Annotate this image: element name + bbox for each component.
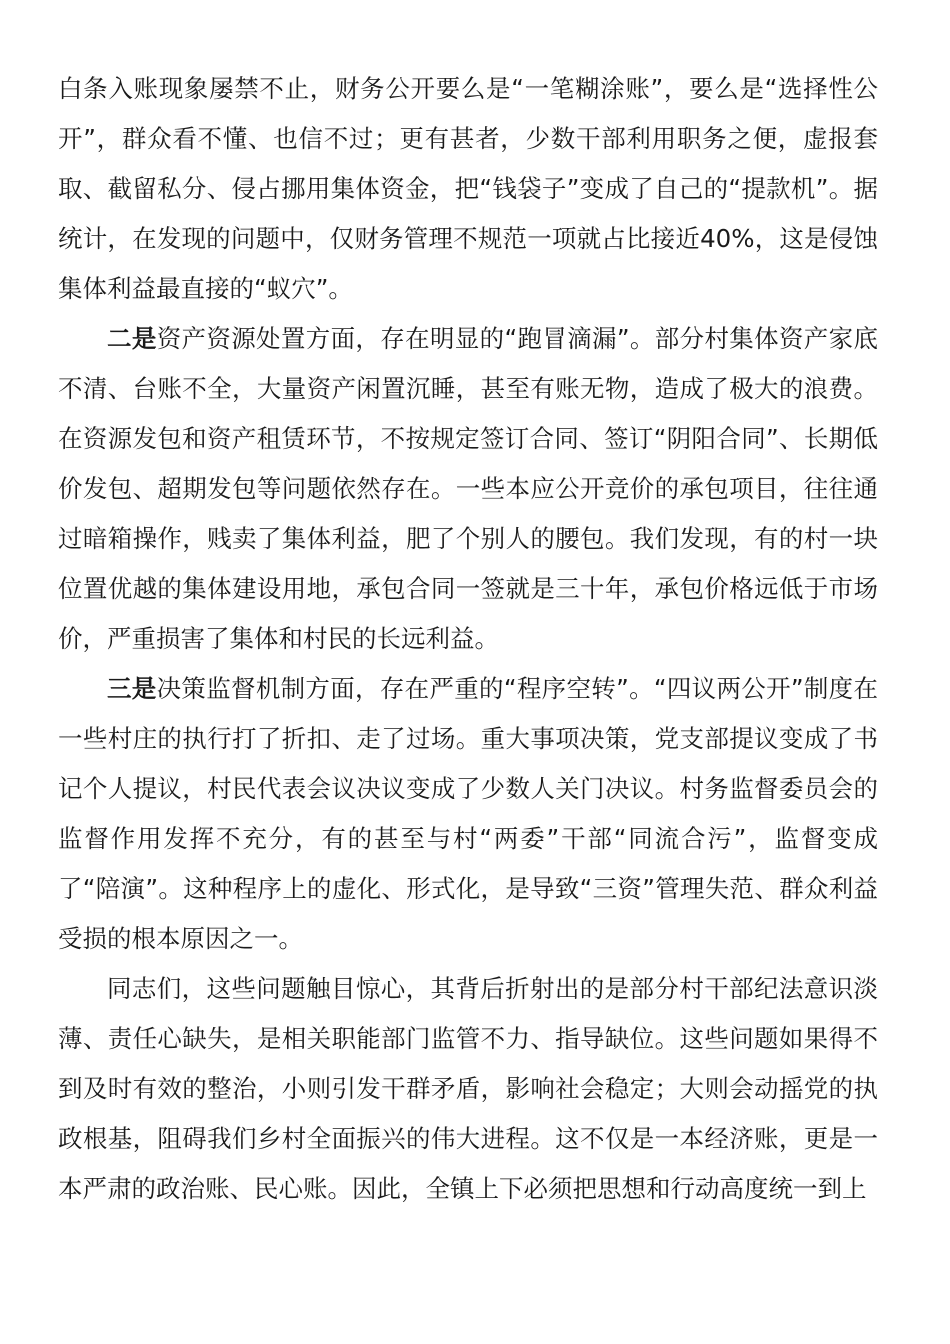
paragraph-lead: 三是 [107,674,157,703]
paragraph-text: 白条入账现象屡禁不止，财务公开要么是“一笔糊涂账”，要么是“选择性公开”，群众看不懂、也信不过；更有甚者，少数干部利用职务之便，虚报套取、截留私分、侵占挪用集体资金，把“钱袋子”变成了自己的“提款机”。据统计，在发现的问题中，仅财务管理不规范一项就占比接近40%，这是侵蚀集体利益最直接的“蚁穴”。 [58,74,878,303]
paragraph-text: 资产资源处置方面，存在明显的“跑冒滴漏”。部分村集体资产家底不清、台账不全，大量资产闲置沉睡，甚至有账无物，造成了极大的浪费。在资源发包和资产租赁环节，不按规定签订合同、签订“阴阳合同”、长期低价发包、超期发包等问题依然存在。一些本应公开竞价的承包项目，往往通过暗箱操作，贱卖了集体利益，肥了个别人的腰包。我们发现，有的村一块位置优越的集体建设用地，承包合同一签就是三十年，承包价格远低于市场价，严重损害了集体和村民的长远利益。 [58,324,878,653]
paragraph-conclusion [58,964,878,1214]
paragraph-decision-supervision [58,664,878,964]
paragraph-lead: 二是 [107,324,157,353]
document-body [58,64,878,1214]
paragraph-asset-disposal [58,314,878,664]
paragraph-text: 决策监督机制方面，存在严重的“程序空转”。“四议两公开”制度在一些村庄的执行打了折扣、走了过场。重大事项决策，党支部提议变成了书记个人提议，村民代表会议决议变成了少数人关门决议。村务监督委员会的监督作用发挥不充分，有的甚至与村“两委”干部“同流合污”，监督变成了“陪演”。这种程序上的虚化、形式化，是导致“三资”管理失范、群众利益受损的根本原因之一。 [58,674,878,953]
paragraph-text: 同志们，这些问题触目惊心，其背后折射出的是部分村干部纪法意识淡薄、责任心缺失，是相关职能部门监管不力、指导缺位。这些问题如果得不到及时有效的整治，小则引发干群矛盾，影响社会稳定；大则会动摇党的执政根基，阻碍我们乡村全面振兴的伟大进程。这不仅是一本经济账，更是一本严肃的政治账、民心账。因此，全镇上下必须把思想和行动高度统一到上 [58,974,878,1203]
paragraph-financial-management [58,64,878,314]
